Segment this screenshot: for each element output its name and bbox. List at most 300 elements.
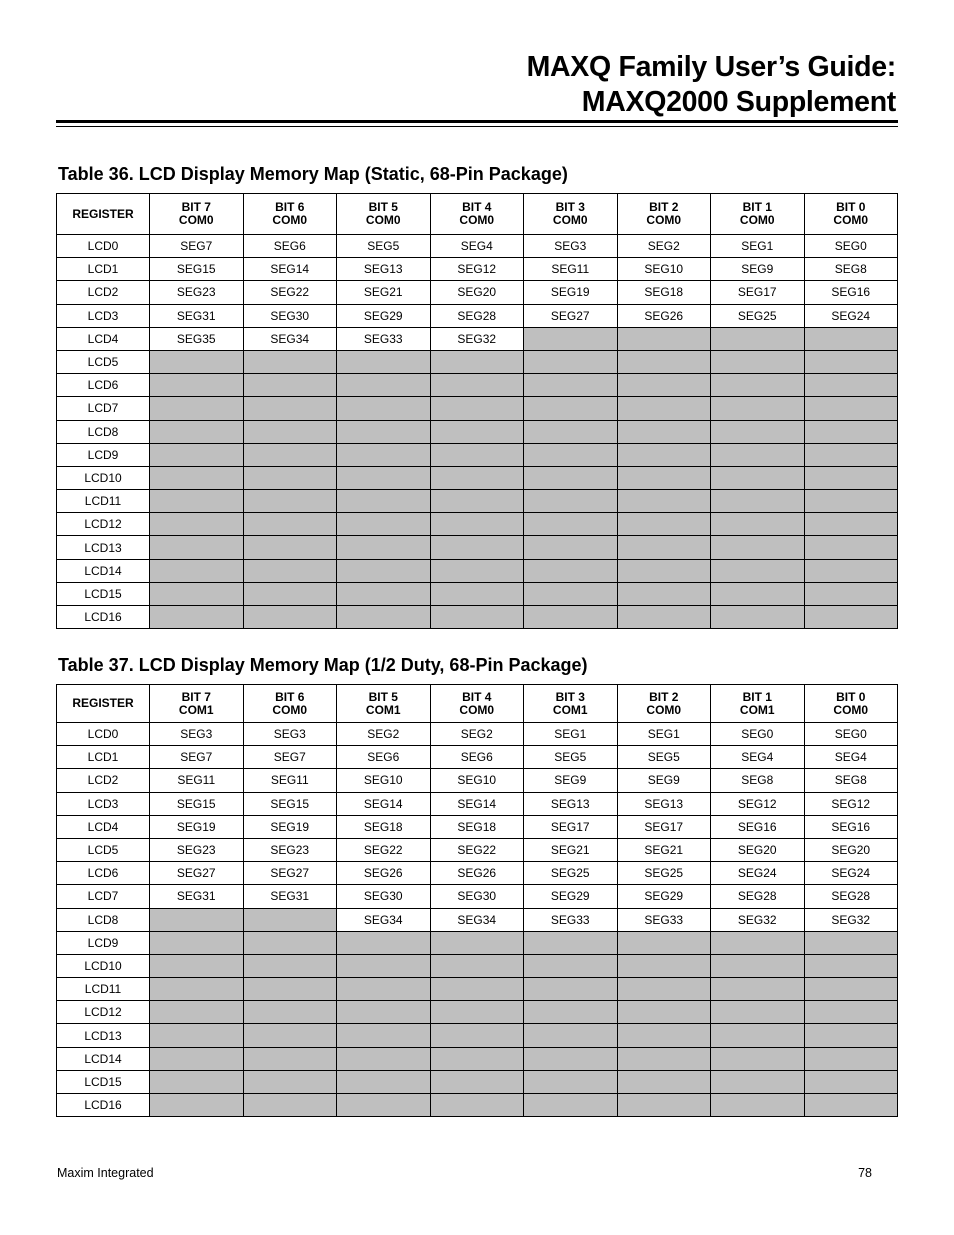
unused-cell	[711, 582, 805, 605]
table-row	[57, 281, 898, 304]
column-header-label: BIT 1	[742, 200, 772, 214]
segment-cell: SEG29	[337, 304, 431, 327]
unused-cell	[243, 606, 337, 629]
unused-cell	[711, 327, 805, 350]
register-cell: LCD6	[57, 374, 150, 397]
column-header-com: COM0	[459, 702, 495, 717]
column-header-com: COM0	[272, 702, 308, 717]
unused-cell	[711, 397, 805, 420]
column-header-bit	[804, 685, 898, 723]
unused-cell	[243, 978, 337, 1001]
unused-cell	[711, 978, 805, 1001]
segment-cell: SEG0	[804, 723, 898, 746]
unused-cell	[524, 1047, 618, 1070]
table-row	[57, 862, 898, 885]
unused-cell	[524, 582, 618, 605]
table-row	[57, 1094, 898, 1117]
column-header-com: COM0	[178, 213, 214, 227]
segment-cell: SEG12	[711, 792, 805, 815]
unused-cell	[617, 559, 711, 582]
segment-cell: SEG31	[243, 885, 337, 908]
segment-cell: SEG3	[524, 235, 618, 258]
page-title	[196, 50, 896, 120]
column-header-label: BIT 5	[368, 689, 398, 704]
segment-cell: SEG26	[617, 304, 711, 327]
segment-cell: SEG21	[617, 838, 711, 861]
segment-cell: SEG2	[337, 723, 431, 746]
segment-cell: SEG30	[337, 885, 431, 908]
segment-cell: SEG18	[337, 815, 431, 838]
register-cell: LCD13	[57, 1024, 150, 1047]
segment-cell: SEG7	[150, 746, 244, 769]
table-row	[57, 466, 898, 489]
table-row	[57, 327, 898, 350]
segment-cell: SEG1	[524, 723, 618, 746]
unused-cell	[804, 536, 898, 559]
unused-cell	[337, 513, 431, 536]
register-cell: LCD11	[57, 490, 150, 513]
segment-cell: SEG2	[430, 723, 524, 746]
register-cell: LCD5	[57, 350, 150, 373]
segment-cell: SEG29	[617, 885, 711, 908]
unused-cell	[150, 1070, 244, 1093]
unused-cell	[524, 397, 618, 420]
unused-cell	[150, 350, 244, 373]
segment-cell: SEG24	[804, 304, 898, 327]
unused-cell	[617, 490, 711, 513]
table-row	[57, 1001, 898, 1024]
column-header-label: BIT 0	[836, 200, 866, 214]
segment-cell: SEG21	[524, 838, 618, 861]
column-header-register	[57, 685, 150, 723]
unused-cell	[150, 374, 244, 397]
unused-cell	[617, 397, 711, 420]
segment-cell: SEG20	[711, 838, 805, 861]
unused-cell	[337, 1001, 431, 1024]
unused-cell	[804, 513, 898, 536]
column-header-bit	[150, 194, 244, 235]
unused-cell	[430, 490, 524, 513]
column-header-register	[57, 194, 150, 235]
unused-cell	[243, 954, 337, 977]
unused-cell	[524, 374, 618, 397]
unused-cell	[337, 420, 431, 443]
unused-cell	[243, 374, 337, 397]
unused-cell	[711, 466, 805, 489]
unused-cell	[524, 954, 618, 977]
unused-cell	[711, 1070, 805, 1093]
segment-cell: SEG25	[524, 862, 618, 885]
unused-cell	[804, 1070, 898, 1093]
unused-cell	[430, 606, 524, 629]
unused-cell	[150, 443, 244, 466]
unused-cell	[150, 1094, 244, 1117]
table-row	[57, 746, 898, 769]
unused-cell	[711, 606, 805, 629]
segment-cell: SEG15	[150, 258, 244, 281]
segment-cell: SEG8	[804, 258, 898, 281]
unused-cell	[150, 420, 244, 443]
register-cell: LCD3	[57, 792, 150, 815]
unused-cell	[430, 1047, 524, 1070]
unused-cell	[804, 559, 898, 582]
unused-cell	[150, 582, 244, 605]
unused-cell	[337, 1047, 431, 1070]
table-row	[57, 420, 898, 443]
segment-cell: SEG3	[243, 723, 337, 746]
table-row	[57, 978, 898, 1001]
unused-cell	[337, 443, 431, 466]
segment-cell: SEG14	[430, 792, 524, 815]
column-header-bit	[337, 194, 431, 235]
header-row	[57, 685, 898, 723]
unused-cell	[617, 931, 711, 954]
unused-cell	[337, 582, 431, 605]
segment-cell: SEG10	[617, 258, 711, 281]
unused-cell	[524, 443, 618, 466]
unused-cell	[150, 1001, 244, 1024]
register-cell: LCD0	[57, 235, 150, 258]
segment-cell: SEG31	[150, 304, 244, 327]
unused-cell	[804, 466, 898, 489]
register-cell: LCD8	[57, 908, 150, 931]
table-row	[57, 792, 898, 815]
unused-cell	[804, 420, 898, 443]
column-header-label: BIT 7	[181, 689, 211, 704]
unused-cell	[430, 397, 524, 420]
column-header-com: COM0	[739, 213, 775, 227]
segment-cell: SEG7	[150, 235, 244, 258]
unused-cell	[617, 1024, 711, 1047]
unused-cell	[617, 536, 711, 559]
unused-cell	[243, 350, 337, 373]
table-row	[57, 490, 898, 513]
segment-cell: SEG28	[711, 885, 805, 908]
segment-cell: SEG25	[711, 304, 805, 327]
unused-cell	[243, 513, 337, 536]
segment-cell: SEG6	[337, 746, 431, 769]
column-header-label: REGISTER	[72, 206, 134, 221]
column-header-label: BIT 7	[181, 200, 211, 214]
unused-cell	[430, 582, 524, 605]
unused-cell	[617, 1094, 711, 1117]
segment-cell: SEG27	[243, 862, 337, 885]
segment-cell: SEG24	[804, 862, 898, 885]
unused-cell	[524, 1001, 618, 1024]
unused-cell	[711, 1024, 805, 1047]
unused-cell	[711, 1094, 805, 1117]
footer-page-number: 78	[858, 1166, 872, 1180]
register-cell: LCD9	[57, 931, 150, 954]
segment-cell: SEG16	[804, 281, 898, 304]
unused-cell	[337, 606, 431, 629]
segment-cell: SEG22	[243, 281, 337, 304]
segment-cell: SEG31	[150, 885, 244, 908]
title-divider-thin	[56, 126, 898, 127]
unused-cell	[711, 350, 805, 373]
unused-cell	[243, 1070, 337, 1093]
segment-cell: SEG11	[243, 769, 337, 792]
segment-cell: SEG22	[337, 838, 431, 861]
unused-cell	[337, 374, 431, 397]
unused-cell	[430, 443, 524, 466]
table-row	[57, 815, 898, 838]
unused-cell	[337, 931, 431, 954]
unused-cell	[150, 397, 244, 420]
column-header-com: COM1	[552, 702, 588, 717]
register-cell: LCD9	[57, 443, 150, 466]
segment-cell: SEG5	[617, 746, 711, 769]
unused-cell	[430, 420, 524, 443]
unused-cell	[430, 1094, 524, 1117]
unused-cell	[804, 606, 898, 629]
column-header-bit	[150, 685, 244, 723]
segment-cell: SEG9	[524, 769, 618, 792]
header-row	[57, 194, 898, 235]
register-cell: LCD16	[57, 1094, 150, 1117]
table-row	[57, 1024, 898, 1047]
register-cell: LCD7	[57, 397, 150, 420]
segment-cell: SEG7	[243, 746, 337, 769]
unused-cell	[524, 350, 618, 373]
table-row	[57, 838, 898, 861]
column-header-com: COM0	[833, 702, 869, 717]
segment-cell: SEG27	[150, 862, 244, 885]
unused-cell	[150, 908, 244, 931]
segment-cell: SEG5	[524, 746, 618, 769]
register-cell: LCD16	[57, 606, 150, 629]
segment-cell: SEG34	[337, 908, 431, 931]
table-row	[57, 582, 898, 605]
register-cell: LCD14	[57, 1047, 150, 1070]
segment-cell: SEG33	[337, 327, 431, 350]
unused-cell	[617, 606, 711, 629]
segment-cell: SEG14	[337, 792, 431, 815]
segment-cell: SEG5	[337, 235, 431, 258]
unused-cell	[617, 327, 711, 350]
register-cell: LCD5	[57, 838, 150, 861]
unused-cell	[150, 559, 244, 582]
column-header-bit	[617, 194, 711, 235]
table-row	[57, 350, 898, 373]
unused-cell	[150, 931, 244, 954]
segment-cell: SEG27	[524, 304, 618, 327]
unused-cell	[337, 1024, 431, 1047]
table-row	[57, 931, 898, 954]
column-header-bit	[430, 685, 524, 723]
table-row	[57, 559, 898, 582]
column-header-label: BIT 4	[462, 200, 492, 214]
table-row	[57, 954, 898, 977]
unused-cell	[804, 490, 898, 513]
column-header-com: COM0	[552, 213, 588, 227]
table-row	[57, 258, 898, 281]
segment-cell: SEG28	[430, 304, 524, 327]
unused-cell	[243, 490, 337, 513]
column-header-bit	[711, 194, 805, 235]
unused-cell	[617, 350, 711, 373]
unused-cell	[430, 1070, 524, 1093]
unused-cell	[617, 1047, 711, 1070]
segment-cell: SEG17	[524, 815, 618, 838]
segment-cell: SEG32	[711, 908, 805, 931]
column-header-label: BIT 6	[275, 200, 305, 214]
table-row	[57, 723, 898, 746]
segment-cell: SEG19	[524, 281, 618, 304]
column-header-label: BIT 4	[462, 689, 492, 704]
table-row	[57, 235, 898, 258]
unused-cell	[617, 466, 711, 489]
segment-cell: SEG23	[243, 838, 337, 861]
segment-cell: SEG11	[524, 258, 618, 281]
register-cell: LCD1	[57, 258, 150, 281]
unused-cell	[524, 1070, 618, 1093]
register-cell: LCD4	[57, 815, 150, 838]
unused-cell	[711, 931, 805, 954]
unused-cell	[711, 1001, 805, 1024]
column-header-com: COM1	[365, 702, 401, 717]
unused-cell	[150, 466, 244, 489]
register-cell: LCD2	[57, 281, 150, 304]
unused-cell	[337, 1094, 431, 1117]
unused-cell	[804, 931, 898, 954]
register-cell: LCD15	[57, 1070, 150, 1093]
table-row	[57, 1070, 898, 1093]
unused-cell	[617, 582, 711, 605]
table-row	[57, 443, 898, 466]
page-title-line2: MAXQ2000 Supplement	[581, 86, 896, 118]
unused-cell	[337, 954, 431, 977]
unused-cell	[524, 327, 618, 350]
unused-cell	[243, 1094, 337, 1117]
segment-cell: SEG21	[337, 281, 431, 304]
unused-cell	[243, 443, 337, 466]
table-row	[57, 304, 898, 327]
unused-cell	[524, 559, 618, 582]
unused-cell	[150, 536, 244, 559]
register-cell: LCD3	[57, 304, 150, 327]
unused-cell	[243, 559, 337, 582]
column-header-label: BIT 0	[836, 689, 866, 704]
register-cell: LCD4	[57, 327, 150, 350]
register-cell: LCD2	[57, 769, 150, 792]
unused-cell	[243, 466, 337, 489]
unused-cell	[804, 1094, 898, 1117]
segment-cell: SEG13	[524, 792, 618, 815]
table-row	[57, 769, 898, 792]
unused-cell	[430, 1001, 524, 1024]
segment-cell: SEG34	[243, 327, 337, 350]
column-header-label: BIT 2	[649, 689, 679, 704]
page-title-line1: MAXQ Family User’s Guide:	[526, 51, 896, 83]
unused-cell	[804, 374, 898, 397]
table-37	[56, 684, 898, 1117]
segment-cell: SEG0	[804, 235, 898, 258]
table-row	[57, 885, 898, 908]
column-header-bit	[804, 194, 898, 235]
unused-cell	[430, 374, 524, 397]
column-header-com: COM1	[178, 702, 214, 717]
segment-cell: SEG18	[430, 815, 524, 838]
title-divider	[56, 120, 898, 123]
unused-cell	[524, 1094, 618, 1117]
unused-cell	[243, 420, 337, 443]
unused-cell	[337, 536, 431, 559]
unused-cell	[243, 1047, 337, 1070]
table-row	[57, 1047, 898, 1070]
column-header-com: COM0	[833, 213, 869, 227]
segment-cell: SEG17	[711, 281, 805, 304]
unused-cell	[804, 350, 898, 373]
unused-cell	[337, 466, 431, 489]
unused-cell	[804, 443, 898, 466]
segment-cell: SEG34	[430, 908, 524, 931]
column-header-label: BIT 2	[649, 200, 679, 214]
unused-cell	[430, 350, 524, 373]
segment-cell: SEG13	[337, 258, 431, 281]
segment-cell: SEG14	[243, 258, 337, 281]
segment-cell: SEG10	[337, 769, 431, 792]
segment-cell: SEG20	[430, 281, 524, 304]
column-header-bit	[617, 685, 711, 723]
register-cell: LCD11	[57, 978, 150, 1001]
segment-cell: SEG20	[804, 838, 898, 861]
unused-cell	[804, 978, 898, 1001]
column-header-label: REGISTER	[72, 696, 134, 710]
register-cell: LCD6	[57, 862, 150, 885]
segment-cell: SEG28	[804, 885, 898, 908]
unused-cell	[243, 908, 337, 931]
unused-cell	[804, 954, 898, 977]
unused-cell	[711, 559, 805, 582]
column-header-bit	[243, 685, 337, 723]
segment-cell: SEG35	[150, 327, 244, 350]
unused-cell	[430, 466, 524, 489]
segment-cell: SEG6	[430, 746, 524, 769]
unused-cell	[150, 954, 244, 977]
segment-cell: SEG26	[430, 862, 524, 885]
table-row	[57, 536, 898, 559]
column-header-com: COM1	[739, 702, 775, 717]
unused-cell	[804, 397, 898, 420]
unused-cell	[524, 466, 618, 489]
segment-cell: SEG4	[430, 235, 524, 258]
unused-cell	[430, 954, 524, 977]
register-cell: LCD10	[57, 954, 150, 977]
footer-company: Maxim Integrated	[57, 1166, 154, 1180]
unused-cell	[337, 350, 431, 373]
unused-cell	[430, 536, 524, 559]
unused-cell	[617, 1001, 711, 1024]
unused-cell	[430, 513, 524, 536]
unused-cell	[243, 931, 337, 954]
register-cell: LCD10	[57, 466, 150, 489]
segment-cell: SEG22	[430, 838, 524, 861]
unused-cell	[711, 536, 805, 559]
column-header-com: COM0	[646, 702, 682, 717]
unused-cell	[243, 1024, 337, 1047]
register-cell: LCD13	[57, 536, 150, 559]
column-header-bit	[337, 685, 431, 723]
unused-cell	[617, 954, 711, 977]
column-header-bit	[430, 194, 524, 235]
unused-cell	[243, 536, 337, 559]
segment-cell: SEG4	[711, 746, 805, 769]
table-36	[56, 193, 898, 629]
column-header-com: COM0	[459, 213, 495, 227]
unused-cell	[804, 1001, 898, 1024]
unused-cell	[804, 582, 898, 605]
